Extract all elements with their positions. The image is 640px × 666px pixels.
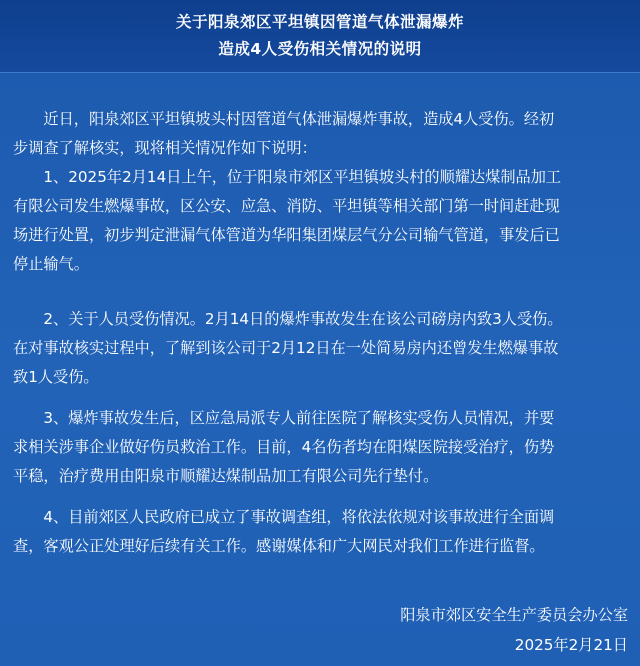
paragraph-item-3 (13, 404, 631, 491)
paragraph-intro (13, 105, 631, 163)
paragraph-line: 4、目前郊区人民政府已成立了事故调查组，将依法依规对该事故进行全面调 (13, 508, 555, 526)
title-banner (0, 0, 640, 73)
paragraph-item-2 (13, 305, 631, 392)
paragraph-line: 场进行处置，初步判定泄漏气体管道为华阳集团煤层气分公司输气管道，事发后已 (13, 226, 560, 244)
paragraph-line: 步调查了解核实，现将相关情况作如下说明： (13, 139, 317, 157)
paragraph-line: 在对事故核实过程中，了解到该公司于2月12日在一处简易房内还曾发生燃爆事故 (13, 339, 559, 357)
signature-org: 阳泉市郊区安全生产委员会办公室 (400, 606, 628, 624)
paragraph-line: 3、爆炸事故发生后，区应急局派专人前往医院了解核实受伤人员情况，并要 (13, 409, 555, 427)
title-line-2: 造成4人受伤相关情况的说明 (218, 40, 422, 58)
paragraph-line: 2、关于人员受伤情况。2月14日的爆炸事故发生在该公司磅房内致3人受伤。 (13, 310, 563, 328)
paragraph-line: 1、2025年2月14日上午，位于阳泉市郊区平坦镇坡头村的顺耀达煤制品加工 (13, 168, 562, 186)
signature-date: 2025年2月21日 (514, 636, 628, 654)
paragraph-line: 致1人受伤。 (13, 368, 99, 386)
paragraph-item-4 (13, 503, 631, 561)
title-line-1: 关于阳泉郊区平坦镇因管道气体泄漏爆炸 (175, 13, 464, 31)
paragraph-line: 求相关涉事企业做好伤员救治工作。目前，4名伤者均在阳煤医院接受治疗，伤势 (13, 438, 555, 456)
paragraph-line: 有限公司发生燃爆事故，区公安、应急、消防、平坦镇等相关部门第一时间赶赴现 (13, 197, 560, 215)
paragraph-line: 近日，阳泉郊区平坦镇坡头村因管道气体泄漏爆炸事故，造成4人受伤。经初 (13, 110, 555, 128)
paragraph-item-1 (13, 163, 631, 279)
paragraph-line: 平稳，治疗费用由阳泉市顺耀达煤制品加工有限公司先行垫付。 (13, 467, 439, 485)
paragraph-line: 停止输气。 (13, 255, 89, 273)
paragraph-line: 查，客观公正处理好后续有关工作。感谢媒体和广大网民对我们工作进行监督。 (13, 537, 545, 555)
